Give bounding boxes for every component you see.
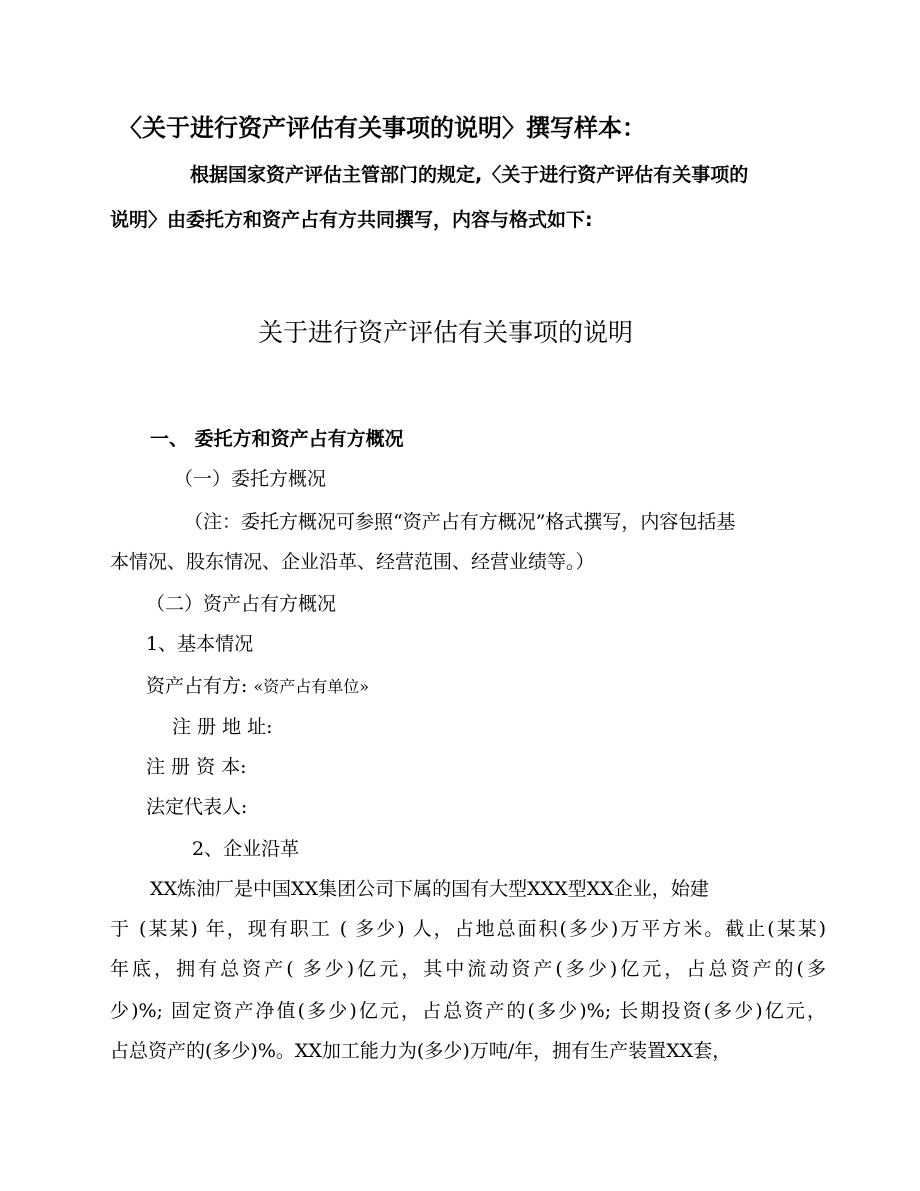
intro-line-1: 根据国家资产评估主管部门的规定,〈关于进行资产评估有关事项的 [190, 164, 749, 186]
address-label: 注 册 地 址: [172, 716, 273, 738]
intro-line-2: 说明〉由委托方和资产占有方共同撰写，内容与格式如下: [110, 209, 593, 231]
note-line-2: 本情况、股东情况、企业沿革、经营范围、经营业绩等。） [110, 551, 595, 573]
subsection-1-heading: （一）委托方概况 [174, 468, 327, 490]
basic-info-heading: 1、基本情况 [146, 633, 254, 655]
subsection-2-heading: （二）资产占有方概况 [146, 593, 337, 615]
owner-label: 资产占有方: [146, 675, 248, 697]
sample-heading: 〈关于进行资产评估有关事项的说明〉撰写样本： [118, 114, 646, 142]
document-title: 关于进行资产评估有关事项的说明 [258, 318, 634, 347]
history-paragraph-line-4: 少)%; 固定资产净值(多少)亿元，占总资产的(多少)%; 长期投资(多少)亿元， [110, 1000, 826, 1022]
legal-representative-label: 法定代表人: [146, 796, 248, 818]
history-paragraph-line-3: 年底，拥有总资产( 多少)亿元，其中流动资产(多少)亿元，占总资产的(多 [110, 958, 826, 980]
owner-row [146, 677, 369, 696]
note-line-1: （注：委托方概况可参照“资产占有方概况”格式撰写，内容包括基 [184, 511, 736, 533]
history-heading: 2、企业沿革 [192, 838, 300, 860]
history-paragraph-line-1: XX炼油厂是中国XX集团公司下属的国有大型XXX型XX企业，始建 [150, 878, 709, 900]
owner-value: «资产占有单位» [253, 677, 370, 696]
history-paragraph-line-5: 占总资产的(多少)%。XX加工能力为(多少)万吨/年，拥有生产装置XX套， [110, 1040, 732, 1062]
section-1-heading: 一、 委托方和资产占有方概况 [150, 428, 404, 450]
history-paragraph-line-2: 于 (某某) 年，现有职工 ( 多少) 人，占地总面积(多少)万平方米。截止(某某) [110, 918, 826, 940]
capital-label: 注 册 资 本: [146, 756, 247, 778]
